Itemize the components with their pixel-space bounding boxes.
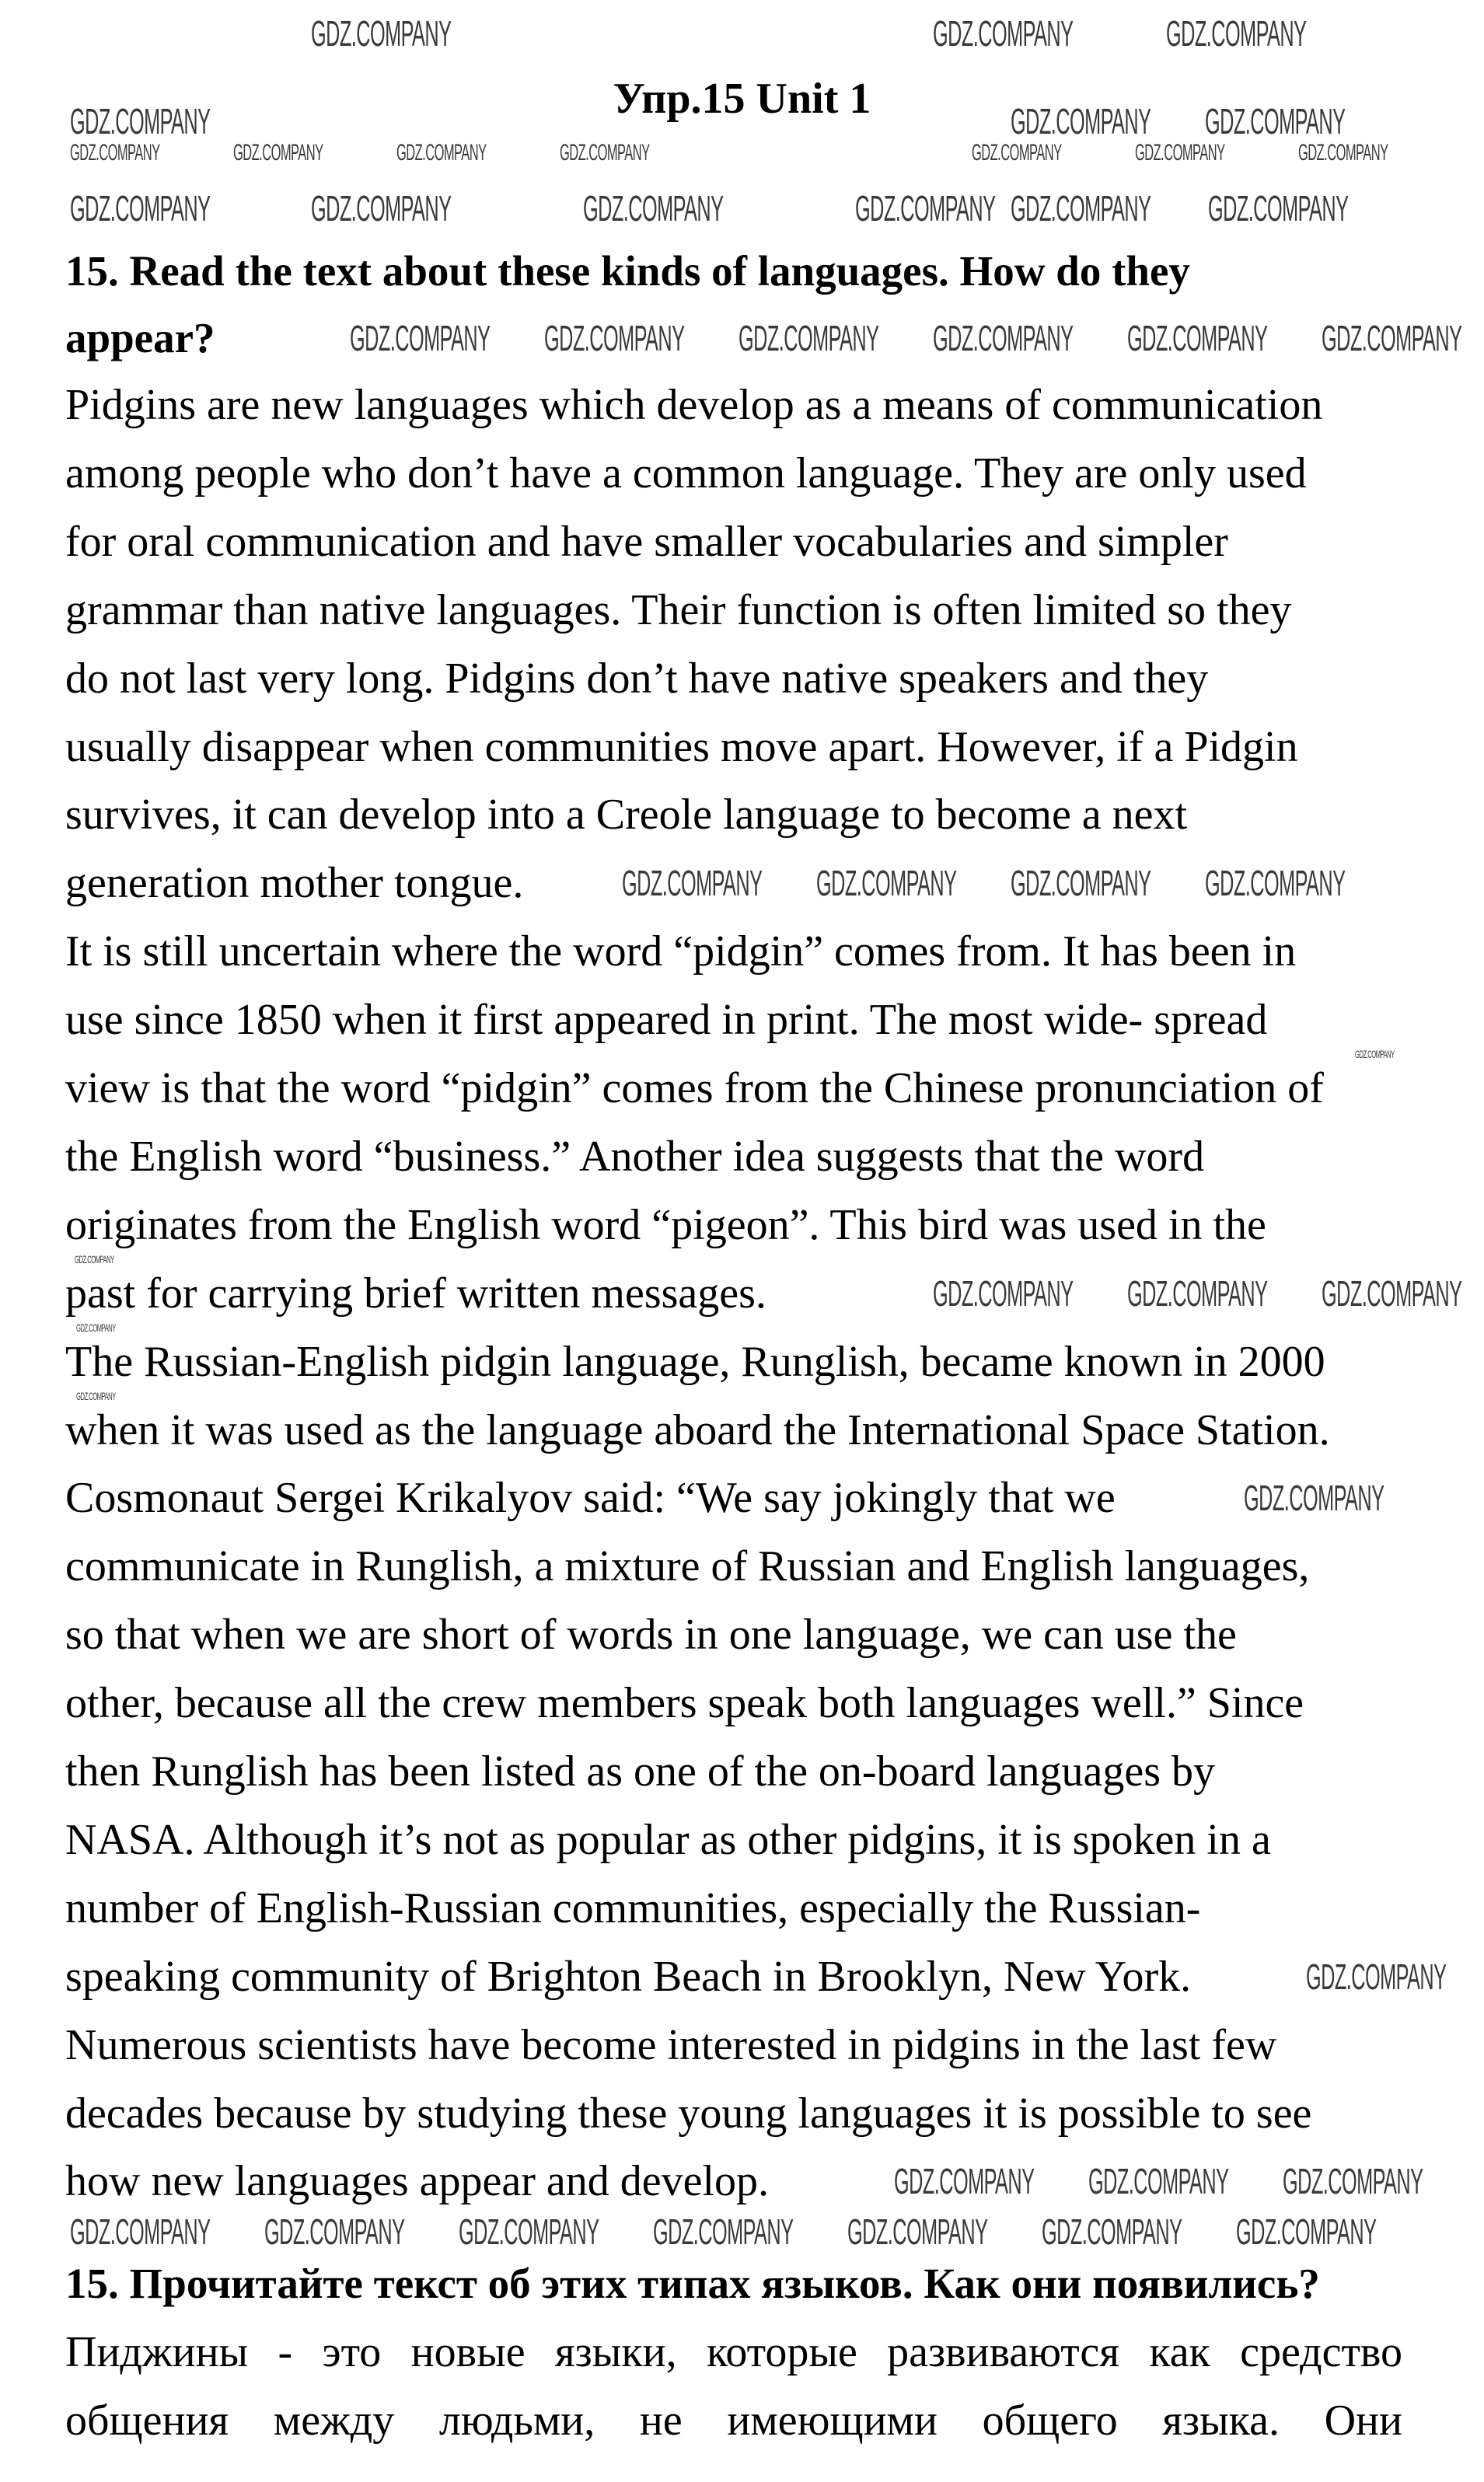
watermark: GDZ.COMPANY bbox=[1088, 2161, 1229, 2202]
watermark: GDZ.COMPANY bbox=[75, 1252, 114, 1265]
english-body-line: originates from the English word “pigeon”. This bird was used in the bbox=[65, 1200, 1266, 1249]
watermark: GDZ.COMPANY bbox=[1298, 140, 1388, 166]
russian-body-line-1: Пиджины - это новые языки, которые развиваются как средство bbox=[65, 2328, 1402, 2376]
watermark: GDZ.COMPANY bbox=[622, 863, 763, 904]
watermark: GDZ.COMPANY bbox=[1127, 1272, 1268, 1314]
watermark: GDZ.COMPANY bbox=[1127, 318, 1268, 358]
watermark: GDZ.COMPANY bbox=[1011, 188, 1151, 229]
english-body-line: do not last very long. Pidgins don’t have native speakers and they bbox=[65, 654, 1209, 703]
watermark: GDZ.COMPANY bbox=[1306, 1956, 1447, 1997]
english-body-line: among people who don’t have a common language. They are only used bbox=[65, 449, 1307, 497]
english-body-line: grammar than native languages. Their function is often limited so they bbox=[65, 585, 1292, 634]
watermark: GDZ.COMPANY bbox=[1322, 318, 1462, 358]
english-body-line: when it was used as the language aboard the International Space Station. bbox=[65, 1405, 1330, 1454]
english-heading-line-1: 15. Read the text about these kinds of languages. How do they bbox=[65, 247, 1190, 295]
watermark: GDZ.COMPANY bbox=[653, 2211, 794, 2252]
watermark: GDZ.COMPANY bbox=[311, 13, 452, 54]
watermark: GDZ.COMPANY bbox=[739, 318, 879, 358]
english-body-line: past for carrying brief written messages. bbox=[65, 1269, 766, 1318]
watermark: GDZ.COMPANY bbox=[933, 1272, 1074, 1314]
english-body-line: survives, it can develop into a Creole language to become a next bbox=[65, 791, 1188, 840]
watermark: GDZ.COMPANY bbox=[76, 1389, 116, 1402]
watermark: GDZ.COMPANY bbox=[933, 13, 1074, 54]
english-body-line: the English word “business.” Another idea suggests that the word bbox=[65, 1132, 1205, 1181]
watermark: GDZ.COMPANY bbox=[350, 318, 491, 358]
english-body-line: so that when we are short of words in one language, we can use the bbox=[65, 1611, 1237, 1660]
english-body-line: NASA. Although it’s not as popular as other pidgins, it is spoken in a bbox=[65, 1815, 1271, 1864]
watermark: GDZ.COMPANY bbox=[70, 101, 211, 141]
watermark: GDZ.COMPANY bbox=[396, 140, 487, 166]
english-body-line: Numerous scientists have become interested in pidgins in the last few bbox=[65, 2020, 1277, 2069]
english-body-line: Cosmonaut Sergei Krikalyov said: “We say jokingly that we bbox=[65, 1474, 1116, 1523]
watermark: GDZ.COMPANY bbox=[560, 140, 650, 166]
watermark: GDZ.COMPANY bbox=[1244, 1478, 1384, 1519]
watermark: GDZ.COMPANY bbox=[70, 140, 160, 166]
watermark: GDZ.COMPANY bbox=[933, 318, 1074, 358]
watermark: GDZ.COMPANY bbox=[1236, 2211, 1377, 2252]
watermark: GDZ.COMPANY bbox=[816, 863, 957, 904]
russian-heading: 15. Прочитайте текст об этих типах языков. Как они появились? bbox=[65, 2260, 1320, 2307]
english-body-line: It is still uncertain where the word “pidgin” comes from. It has been in bbox=[65, 927, 1297, 976]
watermark: GDZ.COMPANY bbox=[311, 188, 452, 229]
english-body-line: usually disappear when communities move apart. However, if a Pidgin bbox=[65, 722, 1298, 771]
watermark: GDZ.COMPANY bbox=[1355, 1048, 1395, 1061]
watermark: GDZ.COMPANY bbox=[583, 188, 724, 229]
watermark: GDZ.COMPANY bbox=[70, 2211, 211, 2252]
english-body-line: communicate in Runglish, a mixture of Russian and English languages, bbox=[65, 1542, 1310, 1591]
watermark: GDZ.COMPANY bbox=[972, 140, 1062, 166]
russian-body-line-2: общения между людьми, не имеющими общего языка. Они bbox=[65, 2396, 1402, 2445]
english-body-line: view is that the word “pidgin” comes from the Chinese pronunciation of bbox=[65, 1064, 1324, 1112]
english-heading-line-2: appear? bbox=[65, 314, 215, 361]
watermark: GDZ.COMPANY bbox=[855, 188, 996, 229]
watermark: GDZ.COMPANY bbox=[1205, 101, 1346, 141]
watermark: GDZ.COMPANY bbox=[1011, 101, 1151, 141]
watermark: GDZ.COMPANY bbox=[1042, 2211, 1182, 2252]
watermark: GDZ.COMPANY bbox=[1011, 863, 1151, 904]
english-body-line: for oral communication and have smaller vocabularies and simpler bbox=[65, 517, 1228, 566]
watermark: GDZ.COMPANY bbox=[233, 140, 323, 166]
watermark: GDZ.COMPANY bbox=[70, 188, 211, 229]
english-body-line: how new languages appear and develop. bbox=[65, 2157, 769, 2206]
english-body-line: generation mother tongue. bbox=[65, 859, 524, 908]
watermark: GDZ.COMPANY bbox=[1166, 13, 1307, 54]
page-title: Упр.15 Unit 1 bbox=[613, 75, 871, 123]
english-body-line: The Russian-English pidgin language, Runglish, became known in 2000 bbox=[65, 1337, 1325, 1386]
english-body-line: decades because by studying these young languages it is possible to see bbox=[65, 2089, 1312, 2138]
watermark: GDZ.COMPANY bbox=[1208, 188, 1349, 229]
watermark: GDZ.COMPANY bbox=[894, 2161, 1035, 2202]
watermark: GDZ.COMPANY bbox=[847, 2211, 988, 2252]
english-body-line: speaking community of Brighton Beach in Brooklyn, New York. bbox=[65, 1952, 1192, 2001]
english-body-line: then Runglish has been listed as one of the on-board languages by bbox=[65, 1747, 1215, 1796]
watermark: GDZ.COMPANY bbox=[459, 2211, 599, 2252]
watermark: GDZ.COMPANY bbox=[1205, 863, 1346, 904]
watermark: GDZ.COMPANY bbox=[1135, 140, 1225, 166]
watermark: GDZ.COMPANY bbox=[1283, 2161, 1423, 2202]
english-body-line: number of English-Russian communities, especially the Russian- bbox=[65, 1883, 1201, 1932]
english-body-line: other, because all the crew members speak both languages well.” Since bbox=[65, 1679, 1304, 1728]
watermark: GDZ.COMPANY bbox=[1322, 1272, 1462, 1314]
english-body-line: use since 1850 when it first appeared in print. The most wide- spread bbox=[65, 996, 1268, 1045]
watermark: GDZ.COMPANY bbox=[76, 1321, 116, 1334]
english-body-line: Pidgins are new languages which develop as a means of communication bbox=[65, 381, 1323, 429]
watermark: GDZ.COMPANY bbox=[544, 318, 685, 358]
watermark: GDZ.COMPANY bbox=[264, 2211, 405, 2252]
